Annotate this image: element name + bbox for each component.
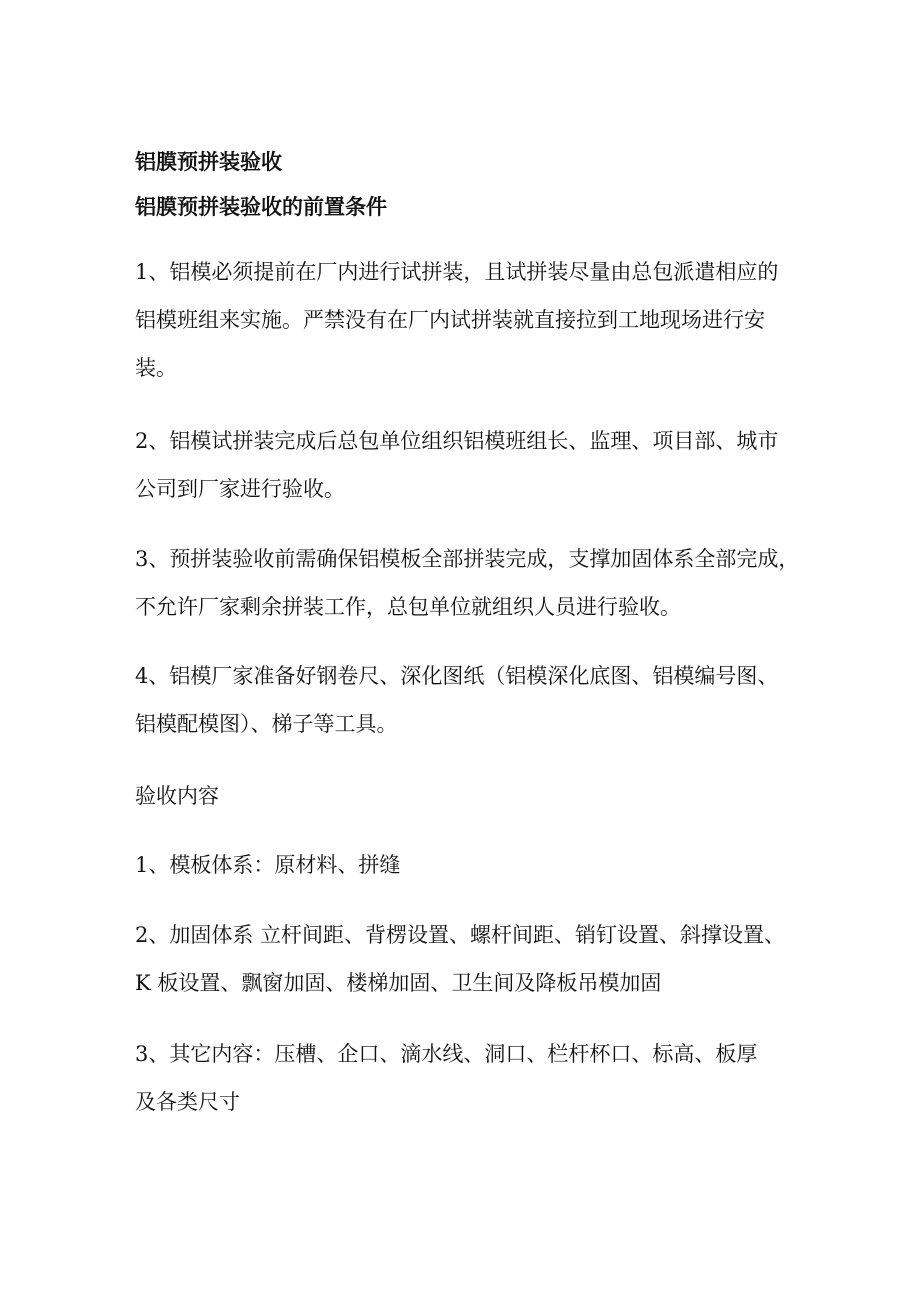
paragraph-line: 3、其它内容：压槽、企口、滴水线、洞口、栏杆杯口、标高、板厚 — [135, 1042, 758, 1066]
paragraph-line: K 板设置、飘窗加固、楼梯加固、卫生间及降板吊模加固 — [135, 971, 662, 995]
section-heading-prerequisites: 铝膜预拼装验收的前置条件 — [135, 194, 387, 219]
paragraph-line: 不允许厂家剩余拼装工作，总包单位就组织人员进行验收。 — [135, 595, 681, 619]
paragraph-line: 1、铝模必须提前在厂内进行试拼装，且试拼装尽量由总包派遣相应的 — [135, 260, 779, 284]
paragraph-line: 2、铝模试拼装完成后总包单位组织铝模班组长、监理、项目部、城市 — [135, 429, 779, 453]
paragraph-line: 1、模板体系：原材料、拼缝 — [135, 853, 401, 877]
document-title: 铝膜预拼装验收 — [135, 149, 282, 174]
paragraph-line: 2、加固体系 立杆间距、背楞设置、螺杆间距、销钉设置、斜撑设置、 — [135, 923, 786, 947]
paragraph-line: 及各类尺寸 — [135, 1090, 240, 1114]
paragraph-line: 3、预拼装验收前需确保铝模板全部拼装完成，支撑加固体系全部完成， — [135, 547, 800, 571]
paragraph-line: 公司到厂家进行验收。 — [135, 477, 345, 501]
section-heading-content: 验收内容 — [135, 784, 219, 808]
paragraph-line: 4、铝模厂家准备好钢卷尺、深化图纸（铝模深化底图、铝模编号图、 — [135, 664, 779, 688]
paragraph-line: 装。 — [135, 356, 177, 380]
paragraph-line: 铝模配模图）、梯子等工具。 — [135, 712, 398, 736]
paragraph-line: 铝模班组来实施。严禁没有在厂内试拼装就直接拉到工地现场进行安 — [135, 308, 765, 332]
